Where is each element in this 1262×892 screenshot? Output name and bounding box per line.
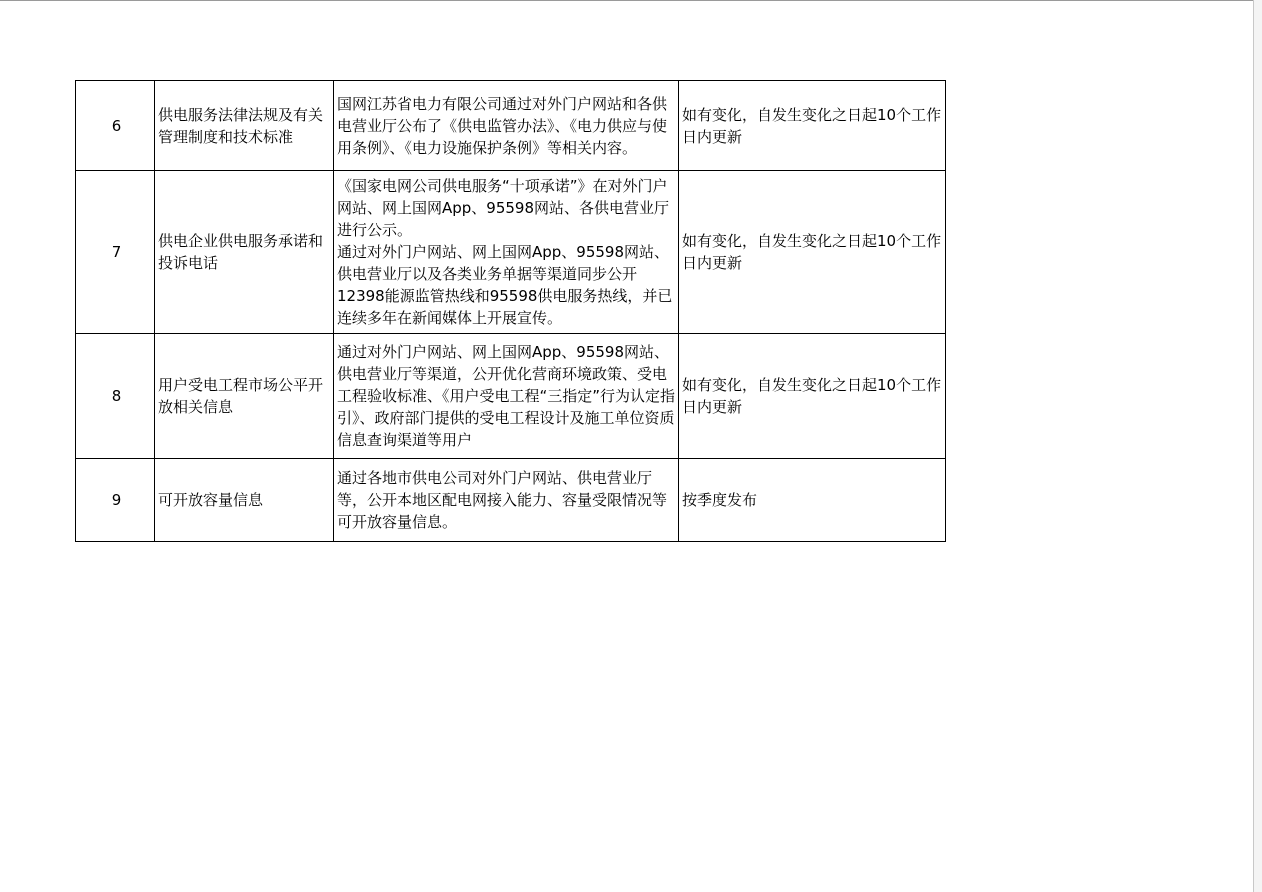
disclosure-content <box>334 171 679 334</box>
disclosure-item: 可开放容量信息 <box>155 459 334 542</box>
content-paragraph: 《国家电网公司供电服务“十项承诺”》在对外门户网站、网上国网App、95598网站、各供电营业厅进行公示。 <box>337 177 670 239</box>
table-row <box>76 334 946 459</box>
update-frequency: 按季度发布 <box>679 459 946 542</box>
row-number: 7 <box>76 171 155 334</box>
page-top-border <box>0 0 1262 1</box>
update-frequency: 如有变化，自发生变化之日起10个工作日内更新 <box>679 171 946 334</box>
disclosure-table <box>75 80 946 542</box>
row-number: 9 <box>76 459 155 542</box>
disclosure-content <box>334 81 679 171</box>
row-number: 8 <box>76 334 155 459</box>
disclosure-content <box>334 334 679 459</box>
disclosure-item: 供电服务法律法规及有关管理制度和技术标准 <box>155 81 334 171</box>
disclosure-item: 用户受电工程市场公平开放相关信息 <box>155 334 334 459</box>
table-row <box>76 171 946 334</box>
content-paragraph: 通过对外门户网站、网上国网App、95598网站、供电营业厅等渠道，公开优化营商环境政策、受电工程验收标准、《用户受电工程“三指定”行为认定指引》、政府部门提供的受电工程设计及施工单位资质信息查询渠道等用户 <box>337 343 676 449</box>
disclosure-item: 供电企业供电服务承诺和投诉电话 <box>155 171 334 334</box>
table-row <box>76 81 946 171</box>
page-right-edge <box>1253 0 1262 892</box>
content-paragraph: 通过各地市供电公司对外门户网站、供电营业厅等，公开本地区配电网接入能力、容量受限情况等可开放容量信息。 <box>337 469 668 531</box>
update-frequency: 如有变化，自发生变化之日起10个工作日内更新 <box>679 334 946 459</box>
content-paragraph: 通过对外门户网站、网上国网App、95598网站、供电营业厅以及各类业务单据等渠道同步公开12398能源监管热线和95598供电服务热线，并已连续多年在新闻媒体上开展宣传。 <box>337 243 673 327</box>
table-row <box>76 459 946 542</box>
content-paragraph: 国网江苏省电力有限公司通过对外门户网站和各供电营业厅公布了《供电监管办法》、《电力供应与使用条例》、《电力设施保护条例》等相关内容。 <box>337 94 668 157</box>
row-number: 6 <box>76 81 155 171</box>
disclosure-content <box>334 459 679 542</box>
update-frequency: 如有变化，自发生变化之日起10个工作日内更新 <box>679 81 946 171</box>
